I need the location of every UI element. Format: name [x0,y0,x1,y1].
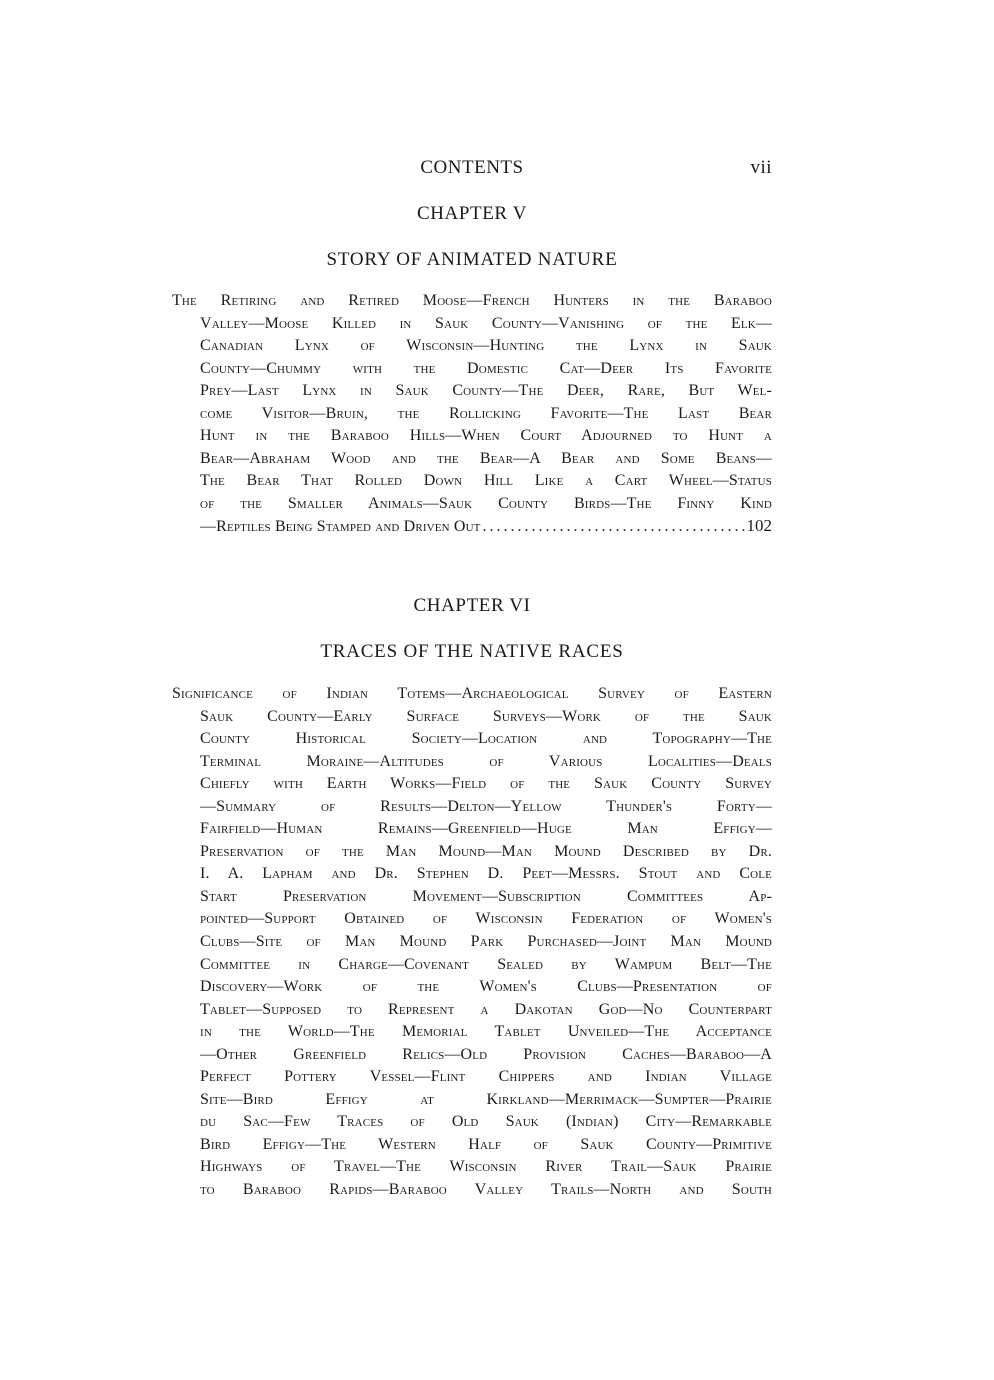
synopsis-line: Preservation of the Man Mound—Man Mound Described by Dr. [200,842,772,860]
synopsis-line: —Other Greenfield Relics—Old Provision Caches—Baraboo—A [200,1045,772,1063]
synopsis-line: Prey—Last Lynx in Sauk County—The Deer, Rare, But Wel- [200,382,772,400]
synopsis-line: I. A. Lapham and Dr. Stephen D. Peet—Messrs. Stout and Cole [200,865,772,883]
synopsis-line: of the Smaller Animals—Sauk County Birds—The Finny Kind [200,494,772,512]
chapter-6-synopsis [172,683,772,1202]
running-head-title: CONTENTS [420,157,524,178]
synopsis-line: Fairfield—Human Remains—Greenfield—Huge Man Effigy— [200,820,772,838]
synopsis-line: Highways of Travel—The Wisconsin River Trail—Sauk Prairie [200,1158,772,1176]
chapter-6-title: TRACES OF THE NATIVE RACES [320,641,624,662]
synopsis-line: Perfect Pottery Vessel—Flint Chippers and Indian Village [200,1068,772,1086]
synopsis-line: Canadian Lynx of Wisconsin—Hunting the Lynx in Sauk [200,337,772,355]
synopsis-line: du Sac—Few Traces of Old Sauk (Indian) City—Remarkable [200,1113,772,1131]
synopsis-line: Bird Effigy—The Western Half of Sauk County—Primitive [200,1135,772,1153]
synopsis-line: Significance of Indian Totems—Archaeological Survey of Eastern [172,685,772,702]
synopsis-line: The Bear That Rolled Down Hill Like a Cart Wheel—Status [200,472,772,490]
synopsis-line: —Reptiles Being Stamped and Driven Out [200,518,481,536]
synopsis-line: Committee in Charge—Covenant Sealed by Wampum Belt—The [200,955,772,973]
chapter-5-page-number: 102 [746,516,772,536]
synopsis-line: pointed—Support Obtained of Wisconsin Federation of Women's [200,910,772,928]
synopsis-line: to Baraboo Rapids—Baraboo Valley Trails—North and South [200,1181,772,1199]
chapter-5-title: STORY OF ANIMATED NATURE [326,249,618,270]
chapter-5-synopsis [172,290,772,538]
synopsis-line: The Retiring and Retired Moose—French Hunters in the Baraboo [172,292,772,309]
synopsis-line: —Summary of Results—Delton—Yellow Thunder's Forty— [200,797,772,815]
synopsis-line: Sauk County—Early Surface Surveys—Work of the Sauk [200,707,772,725]
synopsis-line: Discovery—Work of the Women's Clubs—Presentation of [200,978,772,996]
synopsis-line: Valley—Moose Killed in Sauk County—Vanishing of the Elk— [200,314,772,332]
toc-entry-with-page [172,515,772,538]
synopsis-line: Tablet—Supposed to Represent a Dakotan God—No Counterpart [200,1000,772,1018]
synopsis-line: Bear—Abraham Wood and the Bear—A Bear and Some Beans— [200,449,772,467]
synopsis-line: in the World—The Memorial Tablet Unveiled—The Acceptance [200,1023,772,1041]
running-head [172,157,772,183]
chapter-5-label: CHAPTER V [416,203,528,224]
synopsis-line: Terminal Moraine—Altitudes of Various Localities—Deals [200,752,772,770]
synopsis-line: Chiefly with Earth Works—Field of the Sauk County Survey [200,775,772,793]
synopsis-line: come Visitor—Bruin, the Rollicking Favorite—The Last Bear [200,404,772,422]
page-number: vii [750,157,772,178]
synopsis-line: County Historical Society—Location and Topography—The [200,730,772,748]
chapter-6-label: CHAPTER VI [413,595,531,616]
synopsis-line: Start Preservation Movement—Subscription Committees Ap- [200,887,772,905]
synopsis-line: Site—Bird Effigy at Kirkland—Merrimack—Sumpter—Prairie [200,1090,772,1108]
synopsis-line: County—Chummy with the Domestic Cat—Deer Its Favorite [200,359,772,377]
synopsis-line: Hunt in the Baraboo Hills—When Court Adjourned to Hunt a [200,427,772,445]
dot-leader [483,516,745,538]
synopsis-line: Clubs—Site of Man Mound Park Purchased—Joint Man Mound [200,933,772,951]
